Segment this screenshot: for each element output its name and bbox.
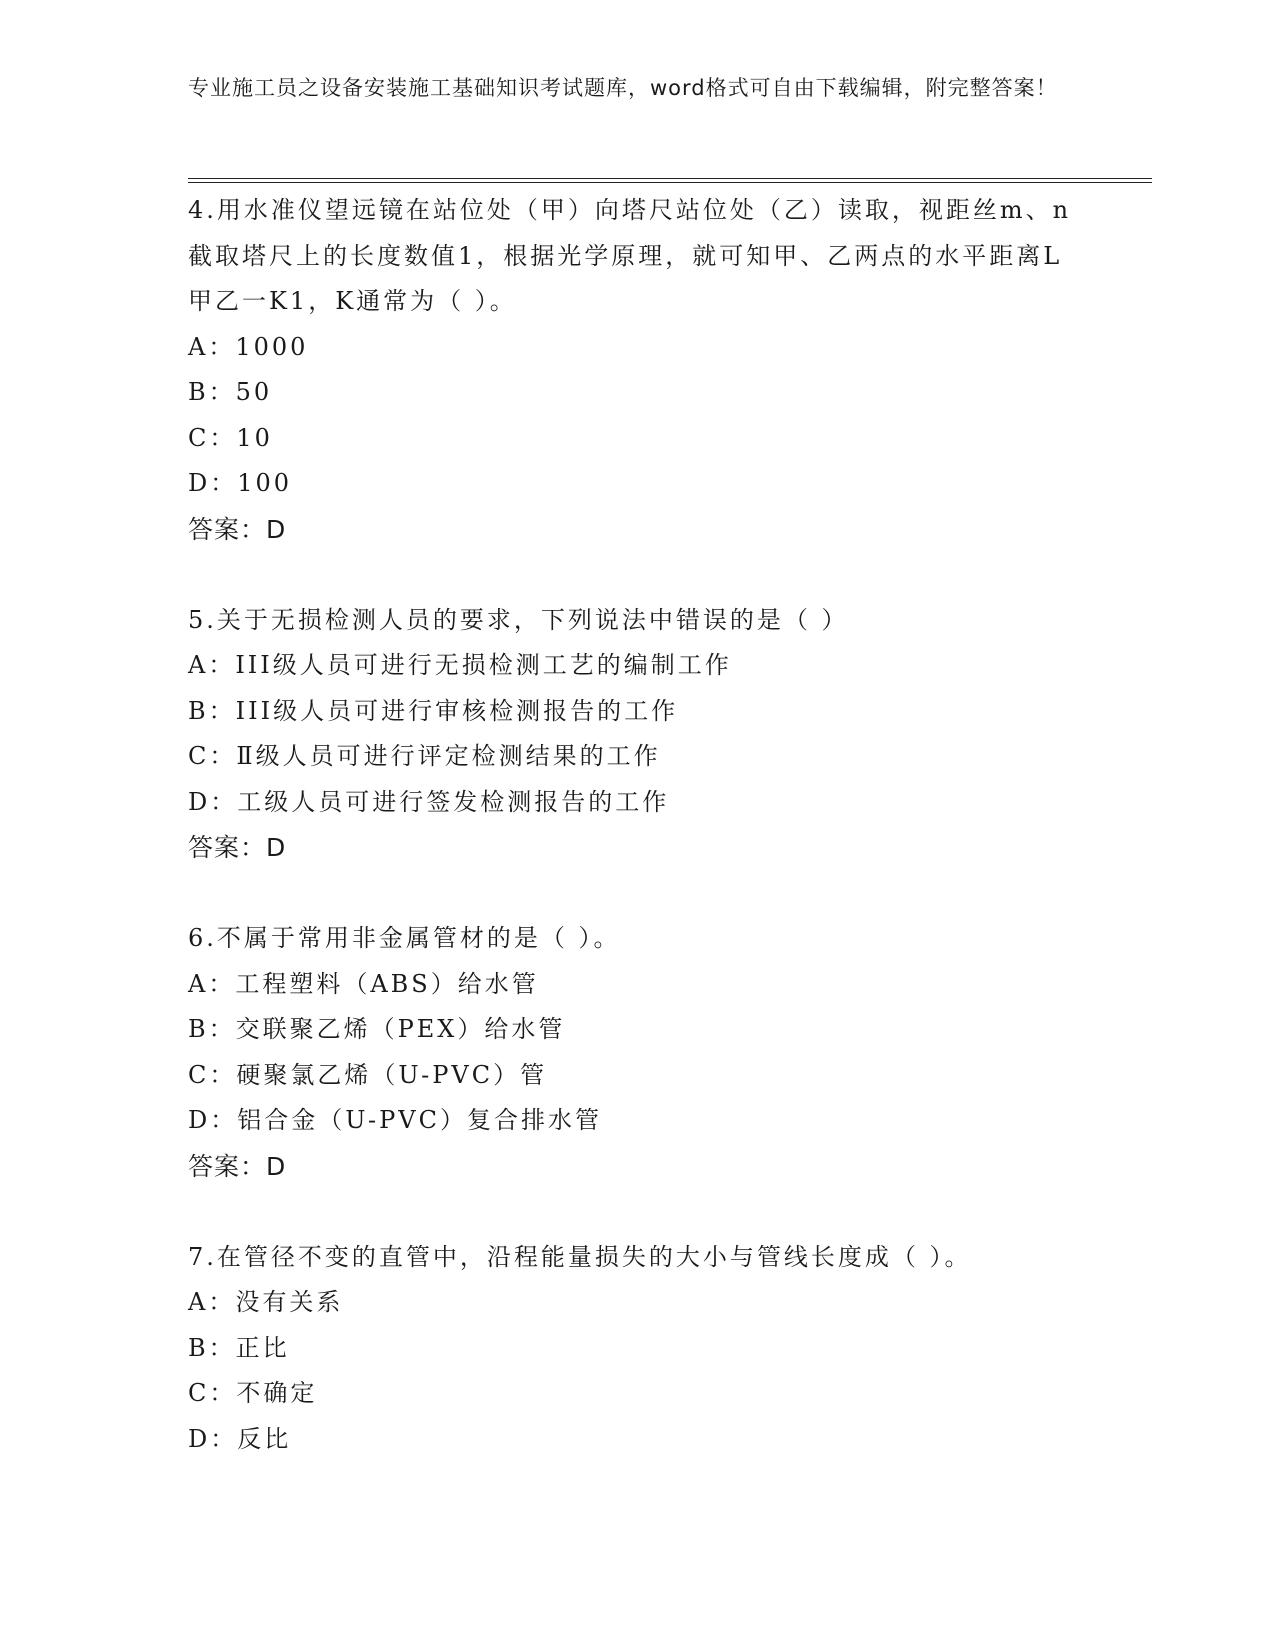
- question-list: [188, 188, 1088, 1462]
- option-b: B：正比: [188, 1333, 290, 1362]
- question-7: [188, 1235, 1088, 1463]
- option-c: C：不确定: [188, 1379, 318, 1407]
- question-6: [188, 916, 1088, 1189]
- question-stem: 4.用水准仪望远镜在站位处（甲）向塔尺站位处（乙）读取，视距丝m、n截取塔尺上的长度数值1，根据光学原理，就可知甲、乙两点的水平距离L甲乙一K1，K通常为（ ）。: [188, 196, 1072, 315]
- question-stem: 5.关于无损检测人员的要求，下列说法中错误的是（ ）: [188, 605, 849, 634]
- option-c: C：Ⅱ级人员可进行评定检测结果的工作: [188, 742, 661, 770]
- question-4: [188, 188, 1088, 552]
- option-a: A：没有关系: [188, 1288, 344, 1316]
- option-a: A：III级人员可进行无损检测工艺的编制工作: [188, 651, 732, 679]
- question-spacer: [188, 552, 1088, 598]
- option-b: B：III级人员可进行审核检测报告的工作: [188, 696, 679, 725]
- option-b: B：交联聚乙烯（PEX）给水管: [188, 1015, 566, 1043]
- option-d: D：反比: [188, 1424, 292, 1453]
- header-divider-top: [188, 178, 1152, 179]
- question-stem: 7.在管径不变的直管中，沿程能量损失的大小与管线长度成（ ）。: [188, 1242, 972, 1271]
- option-c: C：10: [188, 423, 273, 452]
- option-a: A：工程塑料（ABS）给水管: [188, 969, 539, 998]
- question-5: [188, 598, 1088, 871]
- option-c: C：硬聚氯乙烯（U-PVC）管: [188, 1060, 548, 1089]
- option-d: D：100: [188, 469, 293, 497]
- question-spacer: [188, 1189, 1088, 1235]
- option-d: D：铝合金（U-PVC）复合排水管: [188, 1106, 602, 1134]
- question-stem: 6.不属于常用非金属管材的是（ ）。: [188, 924, 621, 952]
- header-divider-bottom: [188, 182, 1152, 183]
- answer-line: 答案：D: [188, 514, 287, 544]
- option-a: A：1000: [188, 332, 309, 361]
- question-spacer: [188, 871, 1088, 917]
- option-d: D：工级人员可进行签发检测报告的工作: [188, 787, 670, 816]
- header-note: 专业施工员之设备安装施工基础知识考试题库，word格式可自由下载编辑，附完整答案！: [188, 76, 1058, 100]
- option-b: B：50: [188, 378, 273, 406]
- answer-line: 答案：D: [188, 1151, 287, 1181]
- answer-line: 答案：D: [188, 833, 287, 862]
